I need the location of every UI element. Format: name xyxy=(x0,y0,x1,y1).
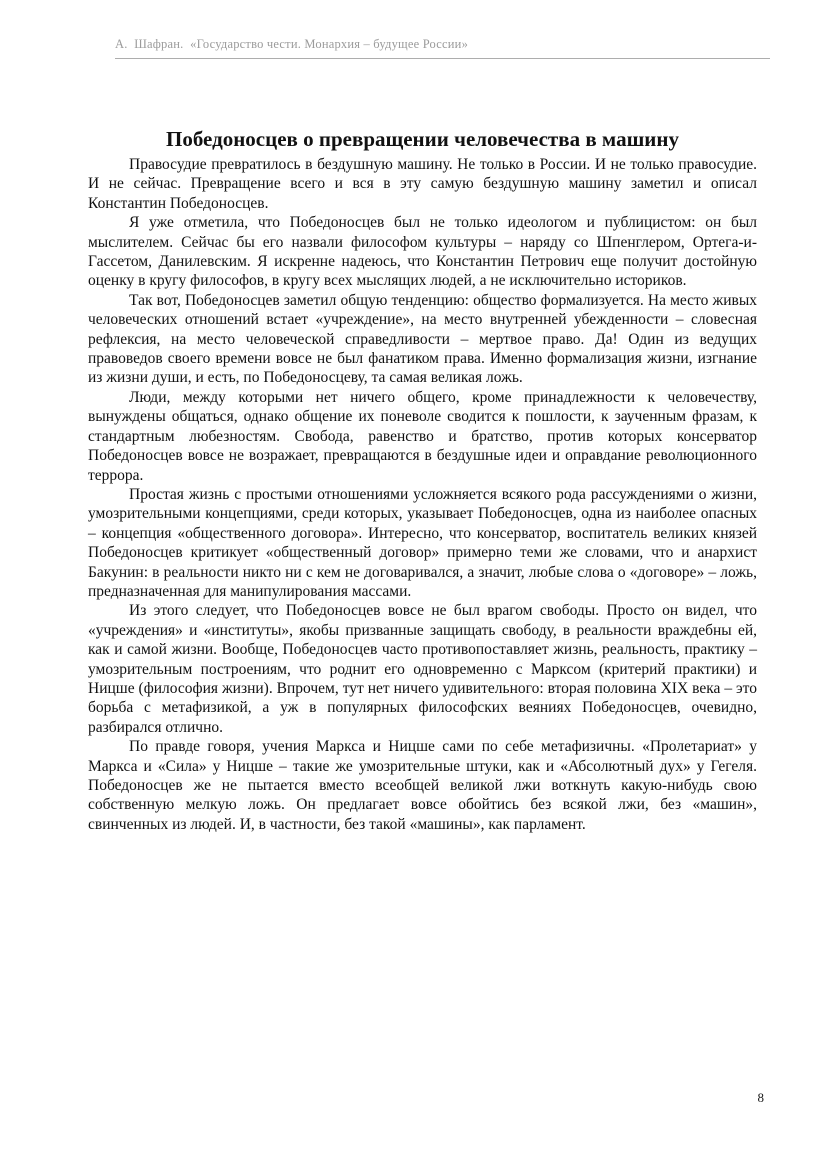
paragraph: Правосудие превратилось в бездушную машину. Не только в России. И не только правосудие. И не сейчас. Превращение всего и вся в эту самую бездушную машину заметил и описал Константин Победоносцев. xyxy=(88,156,757,212)
paragraph: Из этого следует, что Победоносцев вовсе не был врагом свободы. Просто он видел, что «учреждения» и «институты», якобы призванные защищать свободу, в реальности враждебны ей, как и самой жизни. Вообще, Победоносцев часто противопоставляет жизнь, реальность, практику – умозрительным построениям, что роднит его одновременно с Марксом (критерий практики) и Ницше (философия жизни). Впрочем, тут нет ничего удивительного: вторая половина XIX века – это борьба с метафизикой, а уж в популярных философских веяниях Победоносцев, очевидно, разбирался отлично. xyxy=(88,602,757,736)
paragraph: Простая жизнь с простыми отношениями усложняется всякого рода рассуждениями о жизни, умозрительными концепциями, среди которых, указывает Победоносцев, одна из наиболее опасных – концепция «общественного договора». Интересно, что консерватор, воспитатель великих князей Победоносцев критикует «общественный договор» примерно теми же словами, что и анархист Бакунин: в реальности никто ни с кем не договаривался, а значит, любые слова о «договоре» – ложь, предназначенная для манипулирования массами. xyxy=(88,485,757,600)
running-header: А. Шафран. «Государство чести. Монархия – будущее России» xyxy=(115,37,770,59)
paragraph: По правде говоря, учения Маркса и Ницше сами по себе метафизичны. «Пролетариат» у Маркса и «Сила» у Ницше – такие же умозрительные штуки, как и «Абсолютный дух» у Гегеля. Победоносцев же не пытается вместо всеобщей великой лжи воткнуть какую-нибудь свою собственную мелкую ложь. Он предлагает вовсе обойтись без всякой лжи, без «машин», свинченных из людей. И, в частности, без такой «машины», как парламент. xyxy=(88,738,757,833)
paragraph: Я уже отметила, что Победоносцев был не только идеологом и публицистом: он был мыслителем. Сейчас бы его назвали философом культуры – наряду со Шпенглером, Ортега-и-Гассетом, Данилевским. Я искренне надеюсь, что Константин Петрович еще получит достойную оценку в кругу философов, в кругу всех мыслящих людей, а не исключительно историков. xyxy=(88,214,757,290)
chapter-title: Победоносцев о превращении человечества в машину xyxy=(165,127,679,152)
article-body xyxy=(88,155,757,834)
paragraph: Так вот, Победоносцев заметил общую тенденцию: общество формализуется. На место живых человеческих отношений встает «учреждение», на место внутренней убежденности – словесная рефлексия, на место человеческой справедливости – мертвое право. Да! Один из ведущих правоведов своего времени вовсе не был фанатиком права. Именно формализация жизни, изгнание из жизни души, и есть, по Победоносцеву, та самая великая ложь. xyxy=(88,291,757,387)
page-number: 8 xyxy=(757,1090,764,1105)
paragraph: Люди, между которыми нет ничего общего, кроме принадлежности к человечеству, вынуждены общаться, однако общение их поневоле сводится к пошлости, к заученным фразам, к стандартным любезностям. Свобода, равенство и братство, против которых консерватор Победоносцев вовсе не возражает, превращаются в бездушные идеи и оправдание революционного террора. xyxy=(88,388,757,484)
